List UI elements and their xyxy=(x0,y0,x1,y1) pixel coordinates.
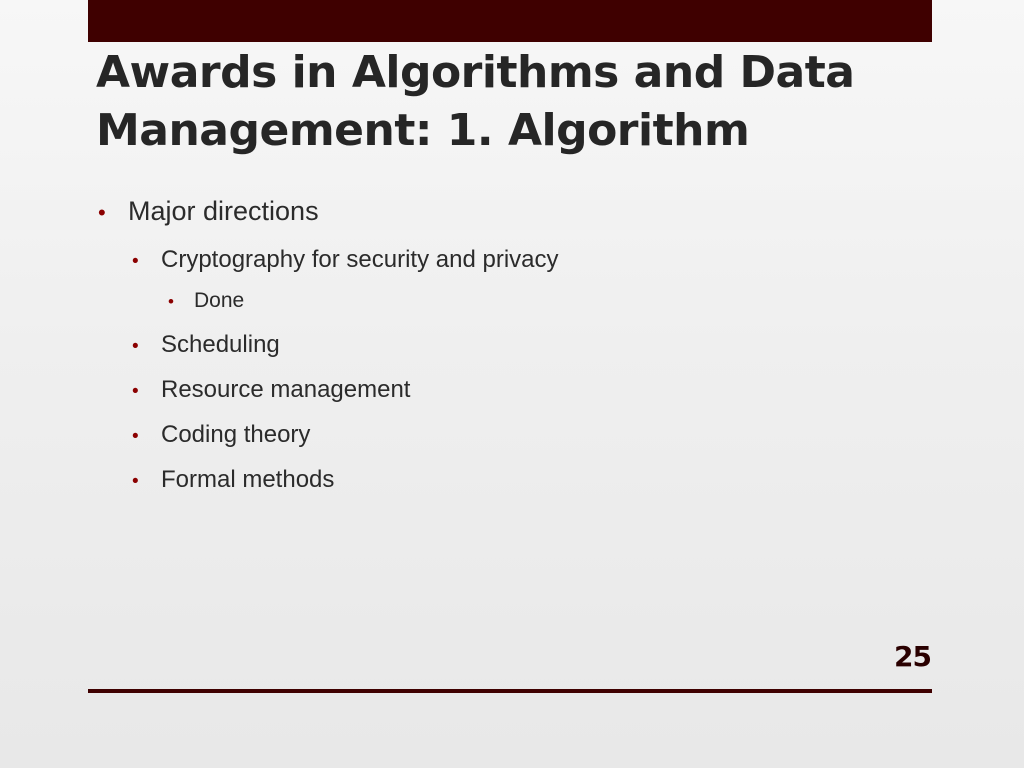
bullet-cryptography xyxy=(132,246,559,274)
bottom-accent-rule xyxy=(88,689,932,693)
page-number: 25 xyxy=(894,640,931,673)
bullet-resource-management xyxy=(132,376,410,404)
bullet-label: Cryptography for security and privacy xyxy=(161,246,559,273)
bullet-label: Major directions xyxy=(128,196,319,226)
bullet-dot-icon: • xyxy=(132,381,139,402)
slide-title: Awards in Algorithms and Data Management: 1. Algorithm xyxy=(96,47,855,156)
bullet-label: Formal methods xyxy=(161,466,335,493)
bullet-label: Scheduling xyxy=(161,331,280,358)
bullet-dot-icon: • xyxy=(132,471,139,492)
bullet-dot-icon: • xyxy=(98,200,106,225)
bullet-label: Coding theory xyxy=(161,421,311,448)
bullet-dot-icon: • xyxy=(132,336,139,357)
bullet-dot-icon: • xyxy=(132,426,139,447)
bullet-dot-icon: • xyxy=(132,251,139,272)
bullet-scheduling xyxy=(132,331,280,359)
bullet-label: Done xyxy=(194,289,245,312)
bullet-label: Resource management xyxy=(161,376,411,403)
bullet-formal-methods xyxy=(132,466,334,494)
bullet-major-directions xyxy=(98,196,319,227)
bullet-dot-icon: • xyxy=(168,292,174,311)
bullet-done xyxy=(168,289,244,313)
bullet-coding-theory xyxy=(132,421,310,449)
